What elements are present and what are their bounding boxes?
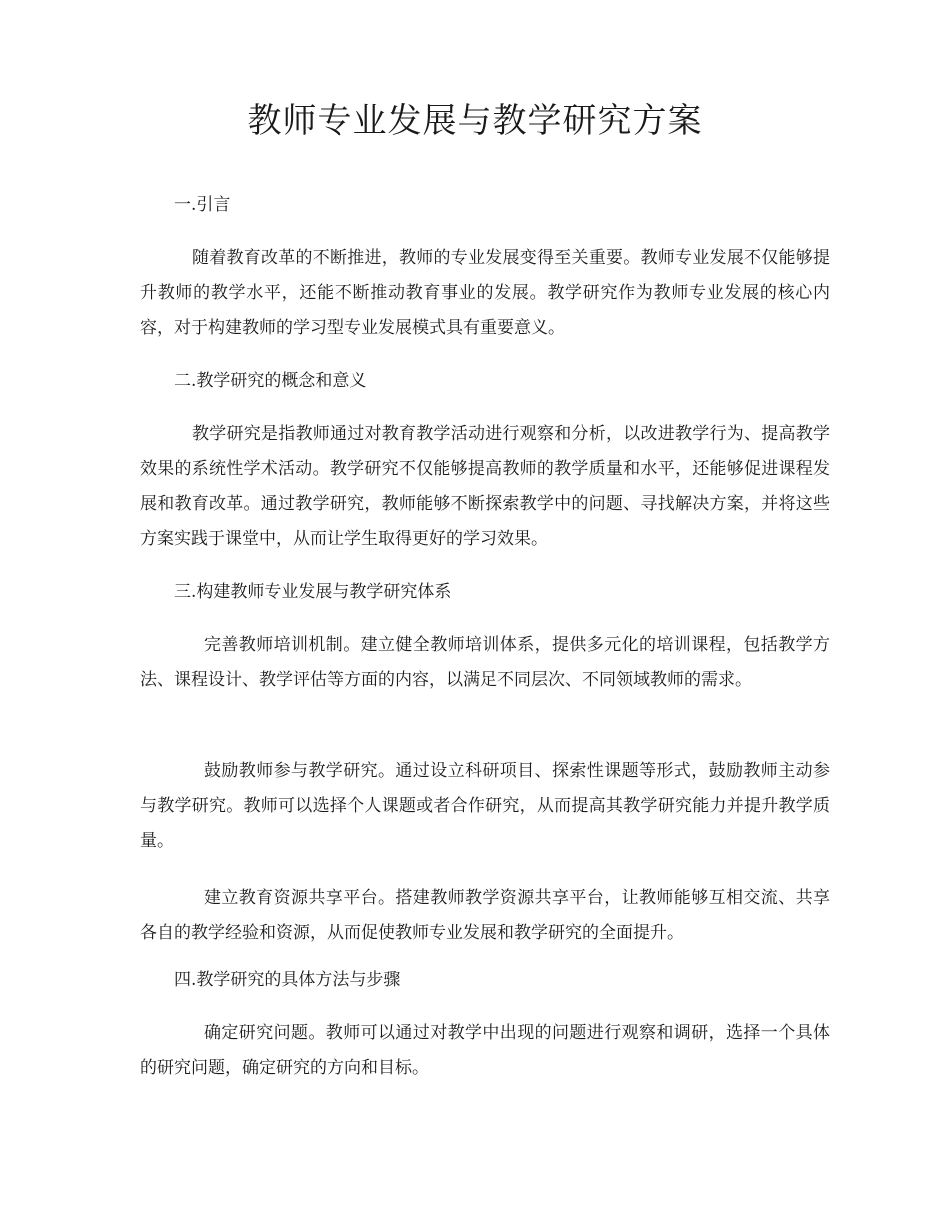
paragraph: 确定研究问题。教师可以通过对教学中出现的问题进行观察和调研，选择一个具体的研究问题，确定研究的方向和目标。	[140, 1023, 830, 1078]
paragraph: 鼓励教师参与教学研究。通过设立科研项目、探索性课题等形式，鼓励教师主动参与教学研究。教师可以选择个人课题或者合作研究，从而提高其教学研究能力并提升教学质量。	[140, 761, 830, 851]
paragraph: 完善教师培训机制。建立健全教师培训体系，提供多元化的培训课程，包括教学方法、课程设计、教学评估等方面的内容，以满足不同层次、不同领域教师的需求。	[140, 635, 830, 690]
paragraph: 随着教育改革的不断推进，教师的专业发展变得至关重要。教师专业发展不仅能够提升教师的教学水平，还能不断推动教育事业的发展。教学研究作为教师专业发展的核心内容，对于构建教师的学习型专业发展模式具有重要意义。	[140, 248, 830, 338]
section-heading-concept: 二.教学研究的概念和意义	[174, 371, 367, 391]
paragraph: 建立教育资源共享平台。搭建教师教学资源共享平台，让教师能够互相交流、共享各自的教学经验和资源，从而促使教师专业发展和教学研究的全面提升。	[140, 888, 830, 943]
document-title: 教师专业发展与教学研究方案	[247, 101, 703, 141]
paragraph: 教学研究是指教师通过对教育教学活动进行观察和分析，以改进教学行为、提高教学效果的系统性学术活动。教学研究不仅能够提高教师的教学质量和水平，还能够促进课程发展和教育改革。通过教学研究，教师能够不断探索教学中的问题、寻找解决方案，并将这些方案实践于课堂中，从而让学生取得更好的学习效果。	[140, 424, 830, 549]
section-heading-system: 三.构建教师专业发展与教学研究体系	[174, 582, 452, 602]
section-heading-methods: 四.教学研究的具体方法与步骤	[174, 970, 401, 990]
section-heading-intro: 一.引言	[174, 195, 231, 215]
